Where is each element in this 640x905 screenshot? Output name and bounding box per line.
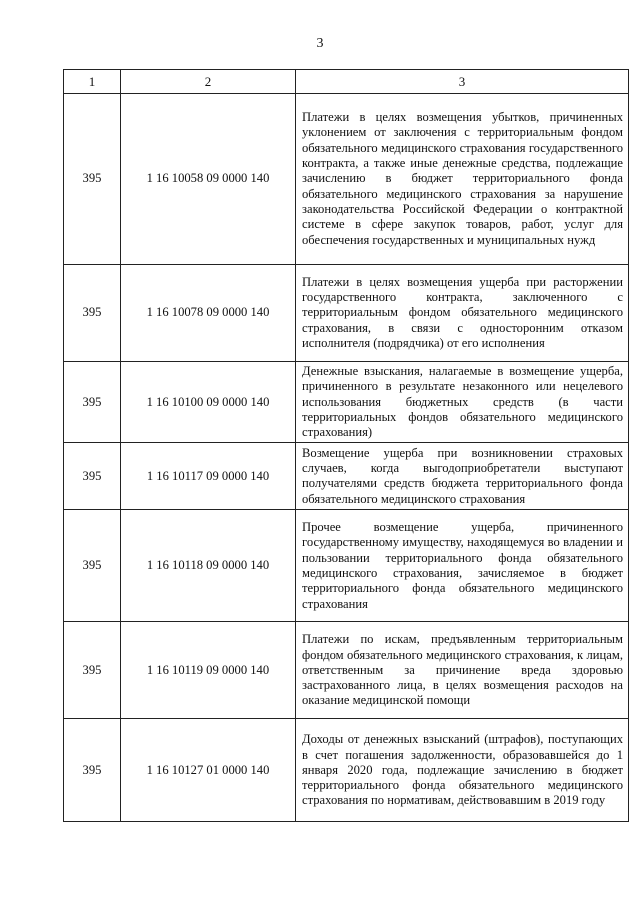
- table-row: [64, 510, 629, 622]
- budget-codes-table: [63, 69, 629, 822]
- table-row: [64, 719, 629, 822]
- kbk-code-cell: 1 16 10118 09 0000 140: [121, 510, 296, 622]
- header-col-1: 1: [64, 70, 121, 94]
- header-col-2: 2: [121, 70, 296, 94]
- admin-code-cell: 395: [64, 622, 121, 719]
- kbk-code-cell: 1 16 10100 09 0000 140: [121, 362, 296, 443]
- table-header-row: [64, 70, 629, 94]
- description-cell: Платежи в целях возмещения ущерба при расторжении государственного контракта, заключенного с территориальным фондом обязательного медицинского страхования, в связи с односторонним отказом исполнителя (подрядчика) от его исполнения: [296, 265, 629, 362]
- description-cell: Доходы от денежных взысканий (штрафов), поступающих в счет погашения задолженности, образовавшейся до 1 января 2020 года, подлежащие зачислению в бюджет территориального фонда обязательного медицинского страхования по нормативам, действовавшим в 2019 году: [296, 719, 629, 822]
- description-cell: Платежи в целях возмещения убытков, причиненных уклонением от заключения с территориальным фондом обязательного медицинского страхования государственного контракта, а также иные денежные средства, подлежащие зачислению в бюджет территориального фонда обязательного медицинского страхования за нарушение законодательства Российской Федерации о контрактной системе в сфере закупок товаров, работ, услуг для обеспечения государственных и муниципальных нужд: [296, 94, 629, 265]
- admin-code-cell: 395: [64, 719, 121, 822]
- admin-code-cell: 395: [64, 94, 121, 265]
- description-cell: Платежи по искам, предъявленным территориальным фондом обязательного медицинского страхования, к лицам, ответственным за причинение вреда здоровью застрахованного лица, в целях возмещения расходов на оказание медицинской помощи: [296, 622, 629, 719]
- admin-code-cell: 395: [64, 362, 121, 443]
- table-row: [64, 622, 629, 719]
- header-col-3: 3: [296, 70, 629, 94]
- page-number: 3: [316, 36, 324, 51]
- kbk-code-cell: 1 16 10117 09 0000 140: [121, 443, 296, 510]
- admin-code-cell: 395: [64, 510, 121, 622]
- admin-code-cell: 395: [64, 443, 121, 510]
- table-row: [64, 265, 629, 362]
- table-row: [64, 362, 629, 443]
- kbk-code-cell: 1 16 10058 09 0000 140: [121, 94, 296, 265]
- kbk-code-cell: 1 16 10119 09 0000 140: [121, 622, 296, 719]
- description-cell: Возмещение ущерба при возникновении страховых случаев, когда выгодоприобретатели выступают получателями средств бюджета территориального фонда обязательного медицинского страхования: [296, 443, 629, 510]
- kbk-code-cell: 1 16 10127 01 0000 140: [121, 719, 296, 822]
- table-row: [64, 94, 629, 265]
- kbk-code-cell: 1 16 10078 09 0000 140: [121, 265, 296, 362]
- table-row: [64, 443, 629, 510]
- admin-code-cell: 395: [64, 265, 121, 362]
- description-cell: Прочее возмещение ущерба, причиненного государственному имуществу, находящемуся во владении и пользовании территориального фонда обязательного медицинского страхования, зачисляемое в бюджет территориального фонда обязательного медицинского страхования: [296, 510, 629, 622]
- description-cell: Денежные взыскания, налагаемые в возмещение ущерба, причиненного в результате незаконного или нецелевого использования бюджетных средств (в части территориальных фондов обязательного медицинского страхования): [296, 362, 629, 443]
